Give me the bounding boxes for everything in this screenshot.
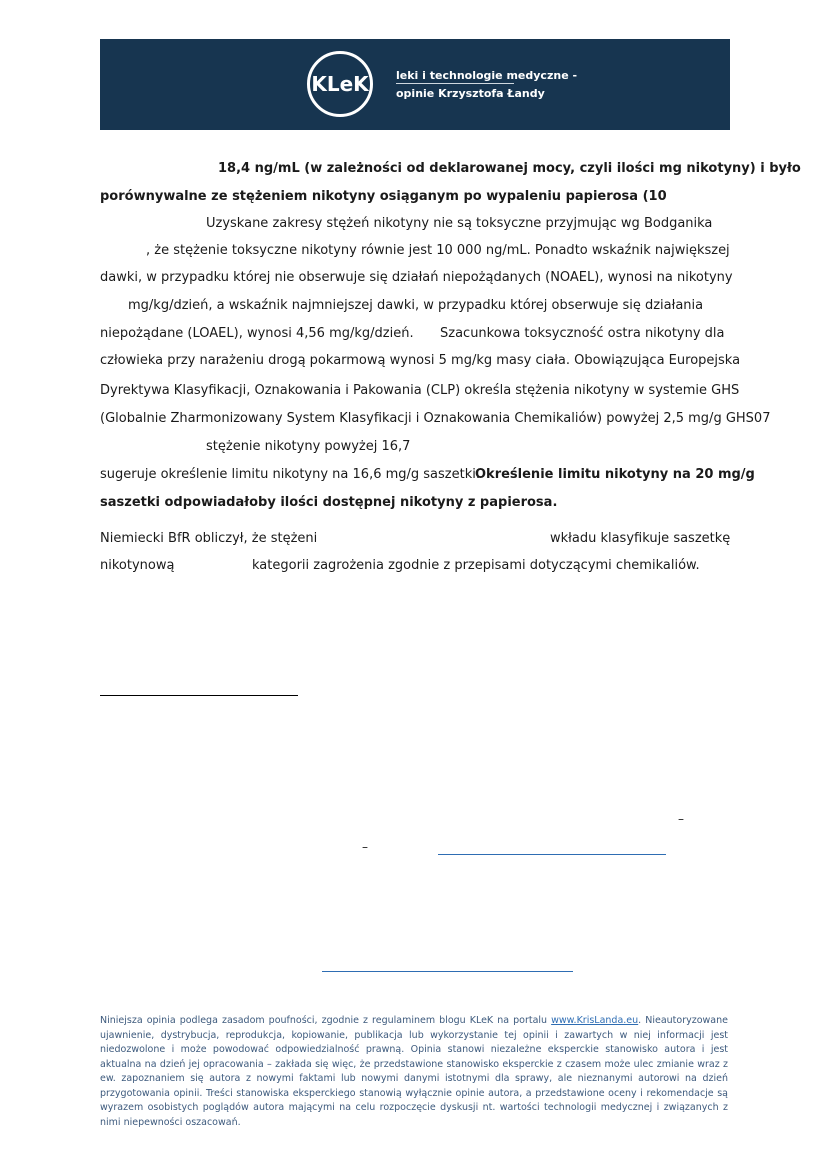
body-line-15a: nikotynową	[100, 558, 175, 573]
body-line-13: saszetki odpowiadałoby ilości dostępnej nikotyny z papierosa.	[100, 495, 558, 510]
body-line-3: Uzyskane zakresy stężeń nikotyny nie są toksyczne przyjmując wg Bodganika	[206, 216, 713, 231]
body-line-14a: Niemiecki BfR obliczył, że stężeni	[100, 531, 318, 546]
body-line-6: mg/kg/dzień, a wskaźnik najmniejszej dawki, w przypadku której obserwuje się działania	[128, 298, 704, 313]
header-banner	[100, 39, 730, 130]
body-line-15b: kategorii zagrożenia zgodnie z przepisami dotyczącymi chemikaliów.	[252, 558, 700, 573]
footnote-link-underline-2[interactable]	[322, 971, 573, 972]
footnote-link-underline-1[interactable]	[438, 854, 666, 855]
tagline-1: leki i technologie medyczne -	[396, 69, 578, 82]
tagline-2: opinie Krzysztofa Łandy	[396, 87, 545, 100]
body-line-8: człowieka przy narażeniu drogą pokarmową wynosi 5 mg/kg masy ciała. Obowiązująca Europejska	[100, 353, 741, 368]
body-line-14b: wkładu klasyfikuje saszetkę	[550, 531, 731, 546]
body-line-10: (Globalnie Zharmonizowany System Klasyfikacji i Oznakowania Chemikaliów) powyżej 2,5 mg/g GHS07	[100, 411, 771, 426]
confidentiality-disclaimer	[100, 1014, 728, 1130]
footnote-dash-1: –	[678, 812, 684, 826]
klek-logo: KLeK	[307, 51, 373, 117]
disclaimer-part-1: Niniejsza opinia podlega zasadom poufności, zgodnie z regulaminem blogu KLeK na portalu	[100, 1015, 552, 1026]
disclaimer-part-2: . Nieautoryzowane ujawnienie, dystrybucja, reprodukcja, kopiowanie, publikacja lub wykorzystanie tej opinii i zawartych w niej informacji jest niedozwolone i może powodować odpowiedzialność prawną. Opinia stanowi niezależne eksperckie stanowisko autora i jest aktualna na dzień jej opracowania – zakłada się więc, że przedstawione stanowisko eksperckie z czasem może ulec zmianie wraz z ew. zapoznaniem się autora z nowymi faktami lub nowymi danymi istotnymi dla sprawy, ale nieznanymi autorowi na dzień przygotowania opinii. Treści stanowiska eksperckiego stanowią wyłącznie opinie autora, a przedstawione oceny i rekomendacje są wyrazem osobistych poglądów autora mającymi na celu rozpoczęcie dyskusji nt. wartości technologii medycznej i związanych z nimi niepewności oszacowań.	[100, 1015, 728, 1128]
body-line-11: stężenie nikotyny powyżej 16,7	[206, 439, 411, 454]
body-line-9: Dyrektywa Klasyfikacji, Oznakowania i Pakowania (CLP) określa stężenia nikotyny w systemie GHS	[100, 383, 740, 398]
body-line-7a: niepożądane (LOAEL), wynosi 4,56 mg/kg/dzień.	[100, 326, 414, 341]
body-line-1: 18,4 ng/mL (w zależności od deklarowanej mocy, czyli ilości mg nikotyny) i było	[218, 161, 801, 176]
krislanda-link[interactable]: www.KrisLanda.eu	[551, 1015, 639, 1026]
body-line-2: porównywalne ze stężeniem nikotyny osiąganym po wypaleniu papierosa (10	[100, 189, 667, 204]
body-line-5: dawki, w przypadku której nie obserwuje się działań niepożądanych (NOAEL), wynosi na nikotyny	[100, 270, 733, 285]
footnote-dash-2: –	[362, 840, 368, 854]
body-line-4: , że stężenie toksyczne nikotyny równie jest 10 000 ng/mL. Ponadto wskaźnik największej	[146, 243, 730, 258]
body-line-12a: sugeruje określenie limitu nikotyny na 16,6 mg/g saszetki.	[100, 467, 480, 482]
body-line-7b: Szacunkowa toksyczność ostra nikotyny dla	[440, 326, 725, 341]
footnote-separator	[100, 695, 298, 696]
body-line-12b: Określenie limitu nikotyny na 20 mg/g	[475, 467, 755, 482]
tagline-divider	[396, 83, 514, 84]
